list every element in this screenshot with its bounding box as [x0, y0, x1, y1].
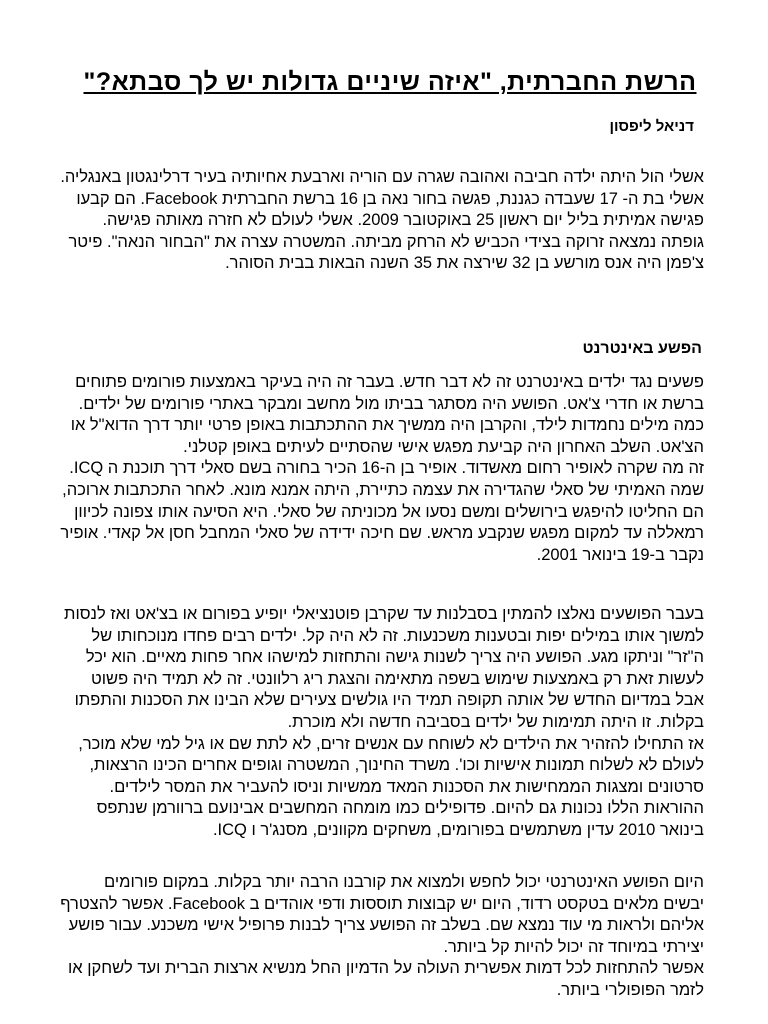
author-name: דניאל ליפסון — [609, 118, 694, 135]
paragraph: פשעים נגד ילדים באינטרנט זה לא דבר חדש. בעבר זה היה בעיקר באמצעות פורומים פתוחים ברשת או חדרי צ'אט. הפושע היה מסתגר בביתו מול מחשב ומבקר באתרי פורומים של ילדים. כמה מילים נחמדות לילד, והקרבן היה ממשיך את ההתכתבות באופן פרטי יותר דרך הדוא"ל או הצ'אט. השלב האחרון היה קביעת מפגש אישי שהסתיים לעיתים באופן קטלני. — [70, 373, 704, 456]
section-paragraph-group — [60, 872, 704, 1002]
paragraph: אשלי הול היתה ילדה חביבה ואהובה שגרה עם הוריה וארבעת אחיותיה בעיר דרלינגטון באנגליה. — [60, 168, 704, 186]
paragraph: בעבר הפושעים נאלצו להמתין בסבלנות עד שקרבן פוטנציאלי יופיע בפורום או בצ'אט ואז לנסות למשוך אותו במילים יפות ובטענות משכנעות. זה לא היה קל. ילדים רבים פחדו מנוכחותו של ה"זר" וניתקו מגע. הפושע היה צריך לשנות גישה והתחזות למישהו אחר פחות מאיים. הוא יכל לעשות זאת רק באמצעות שימוש בשפה מתאימה והצגת ריג רלוונטי. זה לא תמיד היה פשוט אבל במדיום החדש של אותה תקופה תמיד היו גולשים צעירים שלא הבינו את הסכנות והתפתו בקלות. זו היתה תמימות של ילדים בסביבה חדשה ולא מוכרת. — [64, 605, 704, 731]
paragraph: אשלי בת ה- 17 שעבדה כגננת, פגשה בחור נאה בן 16 ברשת החברתית Facebook. הם קבעו פגישה אמיתית בליל יום ראשון 25 באוקטובר 2009. אשלי לעולם לא חזרה מאותה פגישה. גופתה נמצאה זרוקה בצידי הכביש לא הרחק מביתה. המשטרה עצרה את "הבחור הנאה". פיטר צ'פמן היה אנס מורשע בן 32 שירצה את 35 השנה הבאות בבית הסוהר. — [68, 189, 704, 273]
paragraph: אפשר להתחזות לכל דמות אפשרית העולה על הדמיון החל מנשיא ארצות הברית ועד לשחקן או לזמר הפופולרי ביותר. — [68, 959, 704, 999]
article-title: הרשת החברתית, "איזה שיניים גדולות יש לך סבתא?" — [83, 68, 697, 96]
section-paragraph-group — [60, 372, 704, 566]
paragraph: היום הפושע האינטרנטי יכול לחפש ולמצוא את קורבנו הרבה יותר בקלות. במקום פורומים יבשים מלאים בטקסט רדוד, היום יש קבוצות תוססות ודפי אוהדים ב Facebook. אפשר להצטרף אליהם ולראות מי עוד נמצא שם. בשלב זה הפושע צריך לבנות פרופיל אישי משכנע. עבור פושע יצירתי במיוחד זה יכול להיות קל ביותר. — [60, 873, 704, 956]
intro-section — [60, 167, 704, 275]
paragraph: זה מה שקרה לאופיר רחום מאשדוד. אופיר בן ה-16 הכיר בחורה בשם סאלי דרך תוכנת ה ICQ. שמה האמיתי של סאלי שהגדירה את עצמה כתיירת, היתה אמנא מונא. לאחר התכתבות ארוכה, הם החליטו להיפגש בירושלים ומשם נסעו אל מכוניתה של סאלי. היא הסיעה אותו צפונה לכיוון רמאללה עד למקום מפגש שנקבע מראש. שם חיכה ידידה של סאלי המחבל חסן אל קאדי. אופיר נקבר ב-19 בינואר 2001. — [60, 459, 704, 564]
section-heading: הפשע באינטרנט — [582, 340, 702, 357]
section-paragraph-group — [60, 604, 704, 842]
paragraph: אז התחילו להזהיר את הילדים לא לשוחח עם אנשים זרים, לא לתת שם או גיל למי שלא מוכר, לעולם לא לשלוח תמונות אישיות וכו'. משרד החינוך, המשטרה וגופים אחרים הכינו הרצאות, סרטונים ומצגות הממחישות את הסכנות המאד ממשיות וניסו להעביר את המסר לילדים. ההוראות הללו נכונות גם להיום. פדופילים כמו מומחה המחשבים אבינועם ברוורמן שנתפס בינואר 2010 עדין משתמשים בפורומים, משחקים מקוונים, מסנג'ר ו ICQ. — [78, 734, 704, 839]
